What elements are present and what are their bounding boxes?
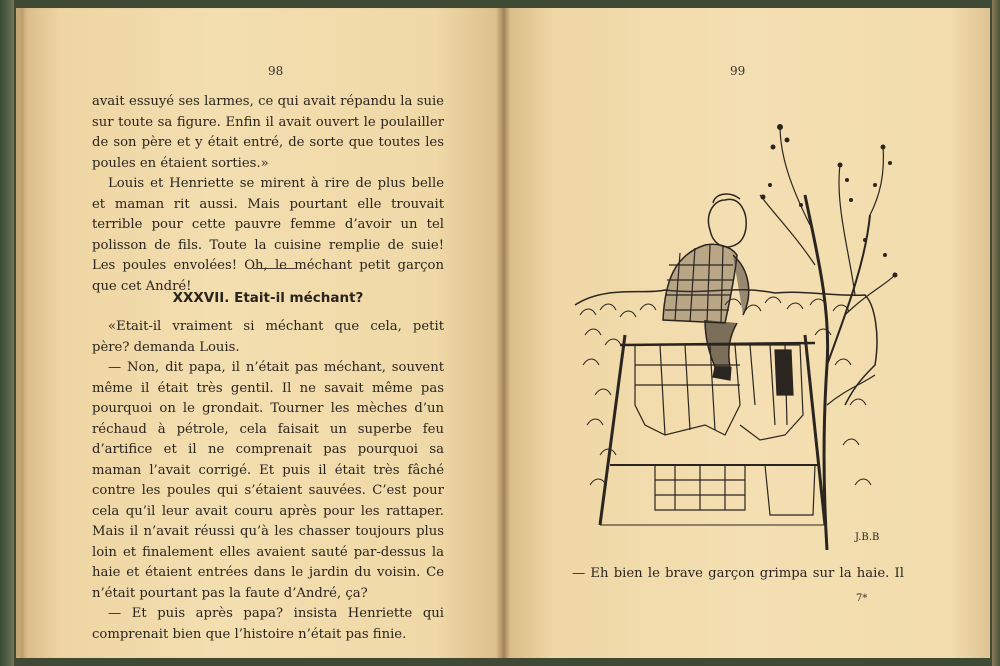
right-page-number: 99 — [730, 64, 746, 78]
illustrator-initials: J.B.B — [855, 532, 880, 543]
paragraph: «Etait-il vraiment si méchant que cela, petit père? demanda Louis. — [92, 319, 444, 355]
book-cover-edge-left — [0, 0, 14, 666]
book-gutter — [496, 8, 510, 658]
paragraph: — Et puis après papa? insista Henriette qui comprenait bien que l’histoire n’était pas finie. — [92, 606, 444, 642]
section-separator — [253, 268, 297, 269]
signature-mark: 7* — [856, 593, 868, 604]
chapter-text — [92, 317, 444, 645]
left-page-number: 98 — [268, 64, 284, 78]
paragraph: Louis et Henriette se mirent à rire de plus belle et maman rit aussi. Mais pourtant elle trouvait terrible pour cette pauvre femme d’avoir un tel polisson de fils. Toute la cuisine remplie de suie! Les poules envolées! Oh, le méchant petit garçon que cet André! — [92, 176, 444, 294]
book-cover-edge-right — [992, 0, 1000, 666]
illustration-boy-on-hedge — [565, 105, 905, 550]
chapter-title: XXXVII. Etait-il méchant? — [172, 290, 364, 306]
page-caption: — Eh bien le brave garçon grimpa sur la haie. Il — [572, 566, 904, 581]
paragraph-continuation: avait essuyé ses larmes, ce qui avait répandu la suie sur toute sa figure. Enfin il avait ouvert le poulailler de son père et y était entré, de sorte que toutes les poules en étaient sorties.» — [92, 94, 444, 171]
paragraph: — Non, dit papa, il n’était pas méchant, souvent même il était très gentil. Il ne savait même pas pourquoi on le grondait. Tourner les mèches d’un réchaud à pétrole, cela faisait un superbe feu d’artifice et il ne comprenait pas pourquoi sa maman l’avait corrigé. Et puis il était très fâché contre les poules qui s’étaient sauvées. C’est pour cela qu’il leur avait couru après pour les rattaper. Mais il n’avait réussi qu’à les chasser toujours plus loin et finalement elles avaient sauté par-dessus la haie et étaient entrées dans le jardin du voisin. Ce n’était pourtant pas la faute d’André, ça? — [92, 360, 444, 601]
left-page-text — [92, 92, 444, 297]
